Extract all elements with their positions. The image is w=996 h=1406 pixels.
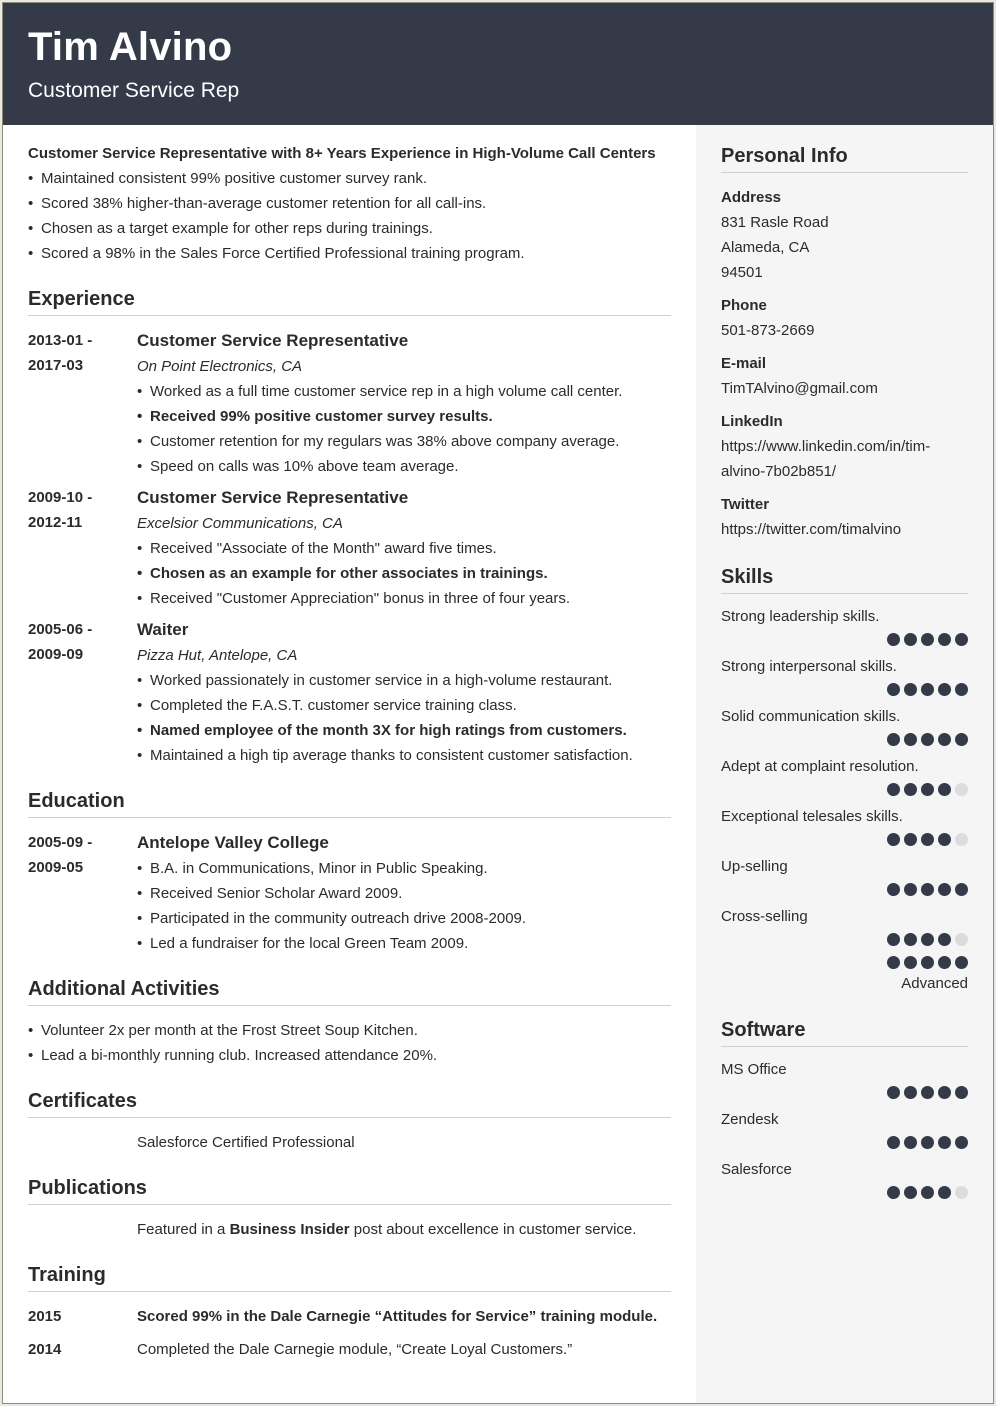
experience-entry xyxy=(28,617,671,768)
twitter-label: Twitter xyxy=(721,496,770,513)
software-rating-dot xyxy=(904,1086,917,1099)
candidate-role: Customer Service Rep xyxy=(28,79,240,102)
skill-rating-dot xyxy=(887,783,900,796)
resume-header xyxy=(3,3,993,125)
publication-pre: Featured in a xyxy=(137,1221,230,1238)
skill-rating-dot xyxy=(955,833,968,846)
skill-legend-dot xyxy=(887,956,900,969)
skill-item xyxy=(721,606,968,646)
skill-rating-dot xyxy=(938,683,951,696)
entry-dates xyxy=(28,617,137,768)
skill-rating-dot xyxy=(921,683,934,696)
skills-list xyxy=(721,606,968,946)
skill-legend-dot xyxy=(955,956,968,969)
skill-rating-dot xyxy=(921,833,934,846)
address-line: 831 Rasle Road xyxy=(721,214,829,231)
training-year: 2015 xyxy=(28,1308,62,1325)
skill-rating-dot xyxy=(904,683,917,696)
software-name: Zendesk xyxy=(721,1111,779,1128)
job-bullet: • Worked as a full time customer service rep in a high volume call center. xyxy=(137,379,671,404)
skill-rating-dot xyxy=(887,833,900,846)
sidebar xyxy=(696,125,993,1403)
software-list xyxy=(721,1059,968,1199)
skill-rating-dot xyxy=(938,933,951,946)
publication-source: Business Insider xyxy=(229,1221,350,1238)
education-bullet: • B.A. in Communications, Minor in Public Speaking. xyxy=(137,856,671,881)
section-title-skills: Skills xyxy=(721,564,968,594)
date-end: 2009-05 xyxy=(28,859,84,876)
skill-rating xyxy=(721,883,968,896)
skill-rating-dot xyxy=(921,633,934,646)
skill-rating-dot xyxy=(955,733,968,746)
entry-dates xyxy=(28,485,137,611)
software-name: MS Office xyxy=(721,1061,787,1078)
software-rating-dot xyxy=(887,1186,900,1199)
linkedin-link[interactable] xyxy=(721,434,968,484)
section-title-certificates: Certificates xyxy=(28,1088,671,1118)
activities-list xyxy=(28,1018,671,1068)
skill-rating-dot xyxy=(904,933,917,946)
date-end: 2012-11 xyxy=(28,514,83,531)
job-bullet: • Received 99% positive customer survey results. xyxy=(137,404,671,429)
skill-legend-label: Advanced xyxy=(901,975,968,992)
skill-name: Cross-selling xyxy=(721,908,808,925)
software-rating xyxy=(721,1136,968,1149)
software-item xyxy=(721,1159,968,1199)
job-org: Excelsior Communications, CA xyxy=(137,515,343,532)
skill-rating-dot xyxy=(887,933,900,946)
training-text: Completed the Dale Carnegie module, “Create Loyal Customers.” xyxy=(137,1341,573,1358)
skill-item xyxy=(721,906,968,946)
software-rating-dot xyxy=(938,1186,951,1199)
skill-item xyxy=(721,806,968,846)
job-bullet: • Worked passionately in customer service in a high-volume restaurant. xyxy=(137,668,671,693)
publication-item xyxy=(28,1217,671,1242)
software-rating-dot xyxy=(938,1086,951,1099)
address-label: Address xyxy=(721,189,782,206)
linkedin-line[interactable]: alvino-7b02b851/ xyxy=(721,463,837,480)
date-start: 2013-01 - xyxy=(28,332,93,349)
skill-rating-dot xyxy=(921,733,934,746)
skill-rating xyxy=(721,933,968,946)
skill-rating-dot xyxy=(904,733,917,746)
skill-item xyxy=(721,856,968,896)
software-rating xyxy=(721,1186,968,1199)
entry-dates xyxy=(28,328,137,479)
section-title-education: Education xyxy=(28,788,671,818)
training-year: 2014 xyxy=(28,1341,62,1358)
skill-rating-dot xyxy=(904,783,917,796)
skill-rating-dot xyxy=(938,833,951,846)
skill-name: Up-selling xyxy=(721,858,788,875)
summary-bullet: • Scored 38% higher-than-average customer retention for all call-ins. xyxy=(28,191,671,216)
training-row xyxy=(28,1337,671,1362)
phone-value: 501-873-2669 xyxy=(721,322,815,339)
job-bullet: • Received "Customer Appreciation" bonus in three of four years. xyxy=(137,586,671,611)
date-start: 2009-10 - xyxy=(28,489,93,506)
skill-rating xyxy=(721,633,968,646)
skill-rating xyxy=(721,833,968,846)
skill-rating-dot xyxy=(887,883,900,896)
skill-rating-dot xyxy=(887,733,900,746)
skill-rating-dot xyxy=(955,683,968,696)
summary-bullet: • Chosen as a target example for other reps during trainings. xyxy=(28,216,671,241)
skill-rating-dot xyxy=(887,683,900,696)
resume-page xyxy=(2,2,994,1404)
job-bullet: • Chosen as an example for other associates in trainings. xyxy=(137,561,671,586)
linkedin-label: LinkedIn xyxy=(721,413,783,430)
summary-bullet: • Scored a 98% in the Sales Force Certified Professional training program. xyxy=(28,241,671,266)
section-title-publications: Publications xyxy=(28,1175,671,1205)
skill-rating-dot xyxy=(904,883,917,896)
skill-name: Adept at complaint resolution. xyxy=(721,758,919,775)
date-start: 2005-06 - xyxy=(28,621,93,638)
skill-rating xyxy=(721,683,968,696)
activity-bullet: • Lead a bi-monthly running club. Increased attendance 20%. xyxy=(28,1043,671,1068)
job-title: Customer Service Representative xyxy=(137,488,409,507)
education-entry xyxy=(28,830,671,956)
skill-legend-dot xyxy=(938,956,951,969)
job-title: Customer Service Representative xyxy=(137,331,409,350)
skill-rating-dot xyxy=(938,733,951,746)
twitter-link[interactable]: https://twitter.com/timalvino xyxy=(721,521,902,538)
software-rating xyxy=(721,1086,968,1099)
skill-name: Strong leadership skills. xyxy=(721,608,880,625)
skill-rating-dot xyxy=(921,933,934,946)
software-rating-dot xyxy=(921,1186,934,1199)
skill-rating-dot xyxy=(955,633,968,646)
skill-rating-dot xyxy=(887,633,900,646)
job-bullet: • Maintained a high tip average thanks to consistent customer satisfaction. xyxy=(137,743,671,768)
skill-rating xyxy=(721,733,968,746)
skill-legend-dot xyxy=(904,956,917,969)
candidate-name: Tim Alvino xyxy=(28,25,233,69)
software-rating-dot xyxy=(955,1086,968,1099)
address-line: 94501 xyxy=(721,264,763,281)
software-rating-dot xyxy=(904,1186,917,1199)
job-title: Waiter xyxy=(137,620,189,639)
skill-rating-dot xyxy=(938,633,951,646)
school-name: Antelope Valley College xyxy=(137,833,329,852)
skill-rating-dot xyxy=(955,883,968,896)
section-title-activities: Additional Activities xyxy=(28,976,671,1006)
skill-rating-dot xyxy=(955,783,968,796)
section-title-software: Software xyxy=(721,1017,968,1047)
phone-label: Phone xyxy=(721,297,767,314)
software-rating-dot xyxy=(921,1086,934,1099)
software-item xyxy=(721,1059,968,1099)
skill-name: Strong interpersonal skills. xyxy=(721,658,897,675)
job-bullet: • Received "Associate of the Month" award five times. xyxy=(137,536,671,561)
job-bullet: • Speed on calls was 10% above team average. xyxy=(137,454,671,479)
education-bullet: • Led a fundraiser for the local Green Team 2009. xyxy=(137,931,671,956)
skill-rating-dot xyxy=(921,883,934,896)
linkedin-line[interactable]: https://www.linkedin.com/in/tim- xyxy=(721,438,931,455)
training-row xyxy=(28,1304,671,1329)
software-rating-dot xyxy=(955,1136,968,1149)
summary-title: Customer Service Representative with 8+ Years Experience in High-Volume Call Centers xyxy=(28,145,656,162)
summary-list xyxy=(28,166,671,266)
job-org: Pizza Hut, Antelope, CA xyxy=(137,647,298,664)
software-rating-dot xyxy=(904,1136,917,1149)
date-end: 2017-03 xyxy=(28,357,84,374)
activity-bullet: • Volunteer 2x per month at the Frost Street Soup Kitchen. xyxy=(28,1018,671,1043)
experience-entry xyxy=(28,485,671,611)
section-title-experience: Experience xyxy=(28,286,671,316)
publication-post: post about excellence in customer service. xyxy=(349,1221,637,1238)
education-bullet: • Received Senior Scholar Award 2009. xyxy=(137,881,671,906)
skill-item xyxy=(721,756,968,796)
software-rating-dot xyxy=(887,1136,900,1149)
entry-dates xyxy=(28,830,137,956)
job-bullet: • Completed the F.A.S.T. customer service training class. xyxy=(137,693,671,718)
skill-name: Exceptional telesales skills. xyxy=(721,808,903,825)
software-rating-dot xyxy=(887,1086,900,1099)
job-bullet: • Named employee of the month 3X for high ratings from customers. xyxy=(137,718,671,743)
software-item xyxy=(721,1109,968,1149)
skill-rating-dot xyxy=(938,883,951,896)
skill-rating xyxy=(721,783,968,796)
software-rating-dot xyxy=(955,1186,968,1199)
skill-rating-dot xyxy=(921,783,934,796)
skill-legend-dot xyxy=(921,956,934,969)
software-rating-dot xyxy=(938,1136,951,1149)
email-label: E-mail xyxy=(721,355,767,372)
skill-rating-dot xyxy=(955,933,968,946)
job-org: On Point Electronics, CA xyxy=(137,358,303,375)
training-text: Scored 99% in the Dale Carnegie “Attitudes for Service” training module. xyxy=(137,1308,658,1325)
experience-entry xyxy=(28,328,671,479)
skill-item xyxy=(721,706,968,746)
section-title-training: Training xyxy=(28,1262,671,1292)
skill-rating-dot xyxy=(904,833,917,846)
education-bullet: • Participated in the community outreach drive 2008-2009. xyxy=(137,906,671,931)
certificate-item: Salesforce Certified Professional xyxy=(137,1134,355,1151)
skill-name: Solid communication skills. xyxy=(721,708,901,725)
skill-rating-dot xyxy=(938,783,951,796)
address-value xyxy=(721,210,968,285)
main-column xyxy=(28,141,671,1370)
date-start: 2005-09 - xyxy=(28,834,93,851)
section-title-personal-info: Personal Info xyxy=(721,143,968,173)
summary-bullet: • Maintained consistent 99% positive customer survey rank. xyxy=(28,166,671,191)
skill-legend-dots xyxy=(721,956,968,969)
job-bullet: • Customer retention for my regulars was 38% above company average. xyxy=(137,429,671,454)
date-end: 2009-09 xyxy=(28,646,84,663)
skill-rating-dot xyxy=(904,633,917,646)
software-rating-dot xyxy=(921,1136,934,1149)
skill-item xyxy=(721,656,968,696)
software-name: Salesforce xyxy=(721,1161,792,1178)
address-line: Alameda, CA xyxy=(721,239,810,256)
email-link[interactable]: TimTAlvino@gmail.com xyxy=(721,380,878,397)
